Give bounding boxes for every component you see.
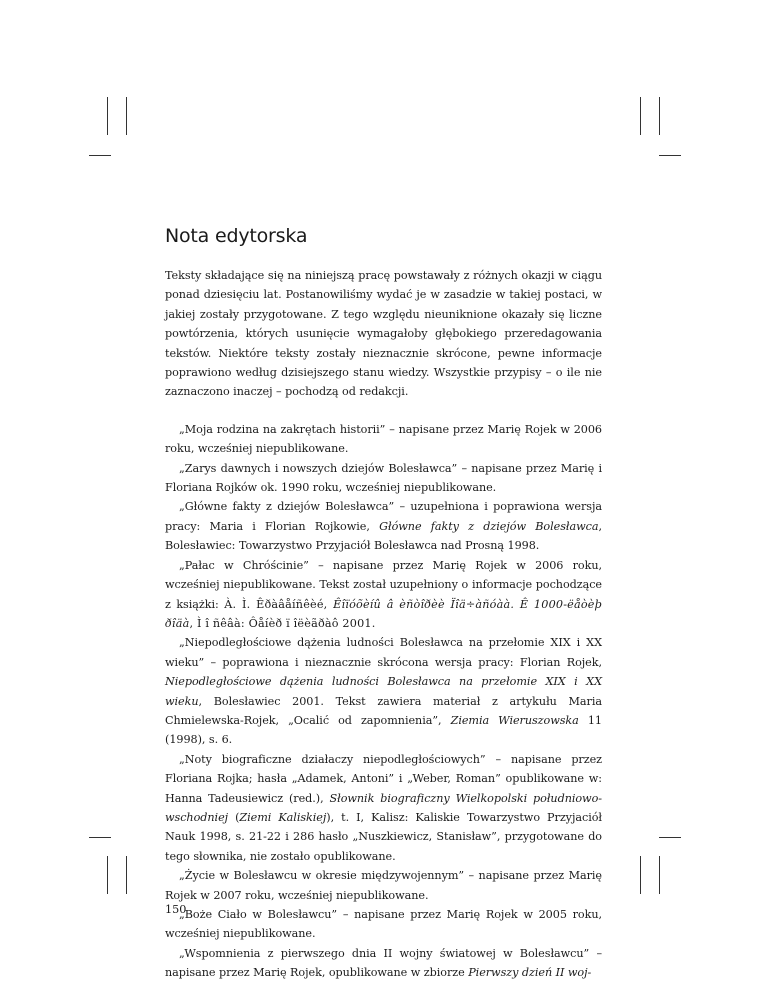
crop-mark: [126, 856, 127, 894]
entry-text: „Główne fakty z dziejów Bolesławca” – uzupełniona i poprawiona wersja pracy: Maria i Florian Rojkowie,: [165, 500, 602, 533]
entry-text: (: [228, 810, 240, 824]
crop-mark: [89, 837, 111, 838]
source-entry: „Moja rodzina na zakrętach historii” – napisane przez Marię Rojek w 2006 roku, wcześniej niepublikowane.: [165, 422, 602, 456]
crop-mark: [107, 856, 108, 894]
entry-title: Ziemia Wieruszowska: [450, 713, 579, 727]
crop-mark: [659, 155, 681, 156]
source-entry: [165, 750, 602, 866]
page-body: [165, 225, 602, 983]
entry-title: Niepodległościowe dążenia ludności Bolesławca na przełomie XIX i XX wieku: [165, 675, 602, 708]
crop-mark: [640, 856, 641, 894]
crop-mark: [107, 97, 108, 135]
entry-text: 11 (1998), s. 6.: [165, 713, 602, 747]
crop-mark: [659, 856, 660, 894]
source-entry: „Życie w Bolesławcu w okresie międzywojennym” – napisane przez Marię Rojek w 2007 roku, wcześniej niepublikowane.: [165, 869, 602, 902]
entry-text: , Bolesławiec: Towarzystwo Przyjaciół Bolesławca nad Prosną 1998.: [165, 519, 602, 553]
entry-text: „Niepodległościowe dążenia ludności Bolesławca na przełomie XIX i XX wieku” – poprawiona i nieznacznie skrócona wersja pracy: Florian Rojek,: [165, 636, 602, 669]
source-entry: [165, 497, 602, 555]
crop-mark: [126, 97, 127, 135]
crop-mark: [640, 97, 641, 135]
crop-mark: [659, 837, 681, 838]
source-entry: [165, 944, 602, 983]
entry-text: „Pałac w Chróścinie” – napisane przez Marię Rojek w 2006 roku, wcześniej niepublikowane. Tekst został uzupełniony o informacje pochodzące z książki:: [165, 558, 602, 611]
entry-title: Słownik biograficzny Wielkopolski południowo-wschodniej: [165, 791, 602, 824]
entry-title: Êîïóõèíû â èñòîðèè Ïîä÷àñóàà. Ê 1000-ëåòèþ ðîäà: [165, 597, 602, 630]
entry-text: , Bolesławiec 2001. Tekst zawiera materiał z artykułu Maria Chmielewska-Rojek, „Ocalić od zapomnienia”,: [165, 694, 602, 727]
entry-title: Ziemi Kaliskiej: [239, 810, 327, 824]
entry-text: „Noty biograficzne działaczy niepodległościowych” – napisane przez Floriana Rojka; hasła „Adamek, Antoni” i „Weber, Roman” opublikowane w: Hanna Tadeusiewicz (red.),: [165, 752, 602, 805]
entry-text: À. Ì. Êðàâåíñêèé,: [224, 597, 334, 611]
entry-text: „Wspomnienia z pierwszego dnia II wojny światowej w Bolesławcu” – napisane przez Marię Rojek, opublikowane w zbiorze: [165, 946, 602, 980]
crop-mark: [659, 97, 660, 135]
entry-text: , Ì î ñêâà: Ôåíèð ï îëèãðàô 2001.: [189, 616, 376, 630]
source-entry: [165, 556, 602, 634]
source-entry: [165, 633, 602, 749]
intro-paragraph: Teksty składające się na niniejszą pracę powstawały z różnych okazji w ciągu ponad dziesięciu lat. Postanowiliśmy wydać je w zasadzie w takiej postaci, w jakiej zostały przygotowane. Z tego względu nieuniknione okazały się liczne powtórzenia, których usunięcie wymagałoby głębokiego przeredagowania tekstów. Niektóre teksty zostały nieznacznie skrócone, pewne informacje poprawiono według dzisiejszego stanu wiedzy. Wszystkie przypisy – o ile nie zaznaczono inaczej – pochodzą od redakcji.: [165, 269, 602, 399]
source-entry: „Zarys dawnych i nowszych dziejów Bolesławca” – napisane przez Marię i Floriana Rojków ok. 1990 roku, wcześniej niepublikowane.: [165, 461, 602, 495]
page-number: 150: [165, 903, 187, 916]
crop-mark: [89, 155, 111, 156]
entry-title: Główne fakty z dziejów Bolesławca: [379, 519, 599, 533]
page-title: Nota edytorska: [165, 225, 308, 247]
entry-text: ), t. I, Kalisz: Kaliskie Towarzystwo Przyjaciół Nauk 1998, s. 21-22 i 286 hasło „Nuszkiewicz, Stanisław”, przygotowane do tego słownika, nie zostało opublikowane.: [165, 810, 602, 863]
source-entry: „Boże Ciało w Bolesławcu” – napisane przez Marię Rojek w 2005 roku, wcześniej niepublikowane.: [165, 908, 602, 941]
entry-title: Pierwszy dzień II woj-: [468, 966, 592, 980]
